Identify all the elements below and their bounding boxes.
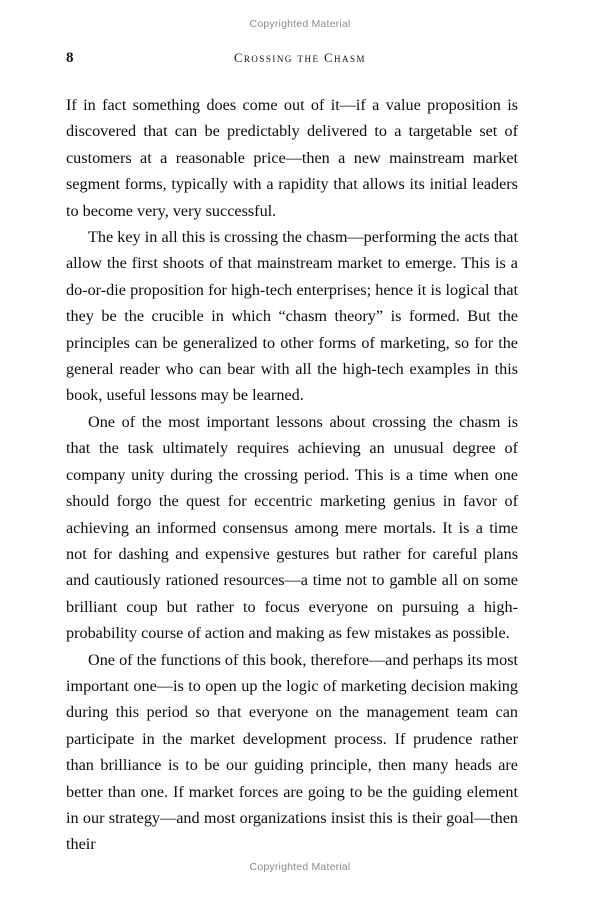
page-number: 8 bbox=[66, 50, 74, 66]
copyright-watermark-bottom: Copyrighted Material bbox=[249, 861, 351, 873]
paragraph: One of the most important lessons about crossing the chasm is that the task ultimately requires achieving an unusual degree of company unity during the crossing period. This is a time when one should forgo the quest for eccentric marketing genius in favor of achieving an informed consensus among mere mortals. It is a time not for dashing and expensive gestures but rather for careful plans and cautiously rationed resources—a time not to gamble all on some brilliant coup but rather to focus everyone on pursuing a high-probability course of action and making as few mistakes as possible. bbox=[66, 412, 518, 643]
body-text bbox=[66, 92, 518, 858]
copyright-watermark-top: Copyrighted Material bbox=[249, 18, 351, 30]
book-title: Crossing the Chasm bbox=[234, 51, 366, 65]
paragraph: The key in all this is crossing the chasm—performing the acts that allow the first shoots of that mainstream market to emerge. This is a do-or-die proposition for high-tech enterprises; hence it is logical that they be the crucible in which “chasm theory” is formed. But the principles can be generalized to other forms of marketing, so for the general reader who can bear with all the high-tech examples in this book, useful lessons may be learned. bbox=[66, 228, 518, 405]
paragraph: One of the functions of this book, therefore—and perhaps its most important one—is to open up the logic of marketing decision making during this period so that everyone on the management team can participate in the market development process. If prudence rather than brilliance is to be our guiding principle, then many heads are better than one. If market forces are going to be the guiding element in our strategy—and most organizations insist this is their goal—then their bbox=[66, 650, 518, 854]
paragraph: If in fact something does come out of it—if a value proposition is discovered that can be predictably delivered to a targetable set of customers at a reasonable price—then a new mainstream market segment forms, typically with a rapidity that allows its initial leaders to become very, very successful. bbox=[66, 96, 518, 220]
running-head bbox=[66, 50, 534, 70]
